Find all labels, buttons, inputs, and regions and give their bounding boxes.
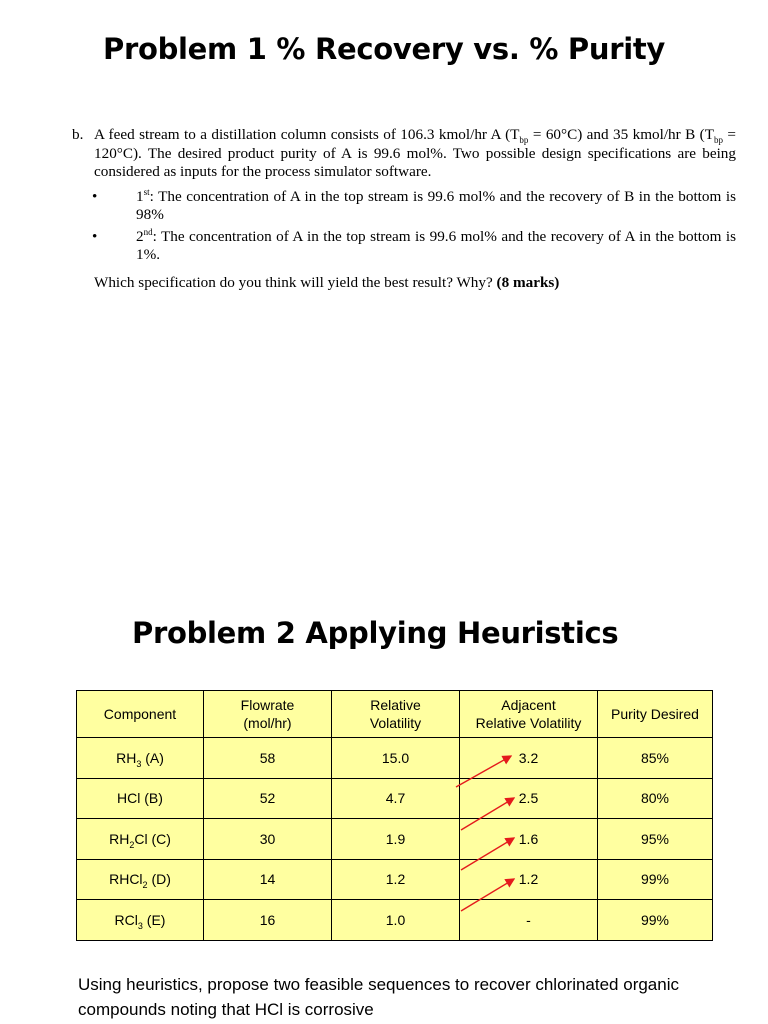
table-header-row bbox=[77, 691, 713, 738]
feed-description: A feed stream to a distillation column consists of 106.3 kmol/hr A $(T_{bp} = 60^\circ C)$ and 35 kmol/hr B $(T_{bp} = 120^\circ C)$. The desired product purity of A is 99.6 mol%. Two possible design specifications are being considered as inputs for the process simulator software. bbox=[94, 126, 736, 180]
volatility-cell: 1.2 bbox=[332, 859, 460, 900]
instruction-text: Using heuristics, propose two feasible sequences to recover chlorinated organic compounds noting that HCl is corrosive bbox=[78, 975, 679, 1019]
header-adjacent-volatility: Adjacent Relative Volatility bbox=[460, 691, 598, 738]
problem2-title: Problem 2 Applying Heuristics bbox=[132, 616, 619, 650]
volatility-cell: 1.9 bbox=[332, 819, 460, 860]
component-cell: $RH_3$ (A) bbox=[77, 738, 204, 779]
purity-cell: 99% bbox=[598, 900, 713, 941]
flowrate-cell: 58 bbox=[204, 738, 332, 779]
list-item: • 2nd: The concentration of A in the top stream is 99.6 mol% and the recovery of A in the bottom is 1%. bbox=[72, 228, 736, 265]
volatility-cell: 1.0 bbox=[332, 900, 460, 941]
adjacent-cell: 2.5 bbox=[460, 778, 598, 819]
volatility-cell: 4.7 bbox=[332, 778, 460, 819]
question-text: Which specification do you think will yield the best result? Why? (8 marks) bbox=[94, 273, 560, 291]
purity-cell: 99% bbox=[598, 859, 713, 900]
component-cell: RHCl$_2$ (D) bbox=[77, 859, 204, 900]
header-relative-volatility: Relative Volatility bbox=[332, 691, 460, 738]
problem1-title: Problem 1 % Recovery vs. % Purity bbox=[102, 32, 665, 66]
table-row bbox=[77, 778, 713, 819]
part-letter: b. bbox=[72, 126, 84, 143]
component-cell: $RH_2Cl$ (C) bbox=[77, 819, 204, 860]
heuristics-table bbox=[76, 690, 713, 941]
volatility-cell: 15.0 bbox=[332, 738, 460, 779]
adjacent-cell: 3.2 bbox=[460, 738, 598, 779]
header-component: Component bbox=[77, 691, 204, 738]
header-purity: Purity Desired bbox=[598, 691, 713, 738]
flowrate-cell: 16 bbox=[204, 900, 332, 941]
purity-cell: 85% bbox=[598, 738, 713, 779]
flowrate-cell: 52 bbox=[204, 778, 332, 819]
marks-label: (8 marks) bbox=[496, 273, 560, 291]
bullet-icon: • bbox=[92, 187, 98, 205]
table-row bbox=[77, 819, 713, 860]
table-row bbox=[77, 859, 713, 900]
list-item: • 1st: The concentration of A in the top stream is 99.6 mol% and the recovery of B in the bottom is 98% bbox=[72, 188, 736, 225]
adjacent-cell: - bbox=[460, 900, 598, 941]
purity-cell: 95% bbox=[598, 819, 713, 860]
table-row bbox=[77, 738, 713, 779]
problem1-statement bbox=[72, 126, 736, 292]
adjacent-cell: 1.2 bbox=[460, 859, 598, 900]
flowrate-cell: 30 bbox=[204, 819, 332, 860]
header-flowrate: Flowrate (mol/hr) bbox=[204, 691, 332, 738]
purity-cell: 80% bbox=[598, 778, 713, 819]
component-cell: HCl (B) bbox=[77, 778, 204, 819]
bullet-icon: • bbox=[92, 227, 98, 245]
table-row bbox=[77, 900, 713, 941]
adjacent-cell: 1.6 bbox=[460, 819, 598, 860]
component-cell: RCl$_3$ (E) bbox=[77, 900, 204, 941]
flowrate-cell: 14 bbox=[204, 859, 332, 900]
specification-list bbox=[72, 188, 736, 265]
